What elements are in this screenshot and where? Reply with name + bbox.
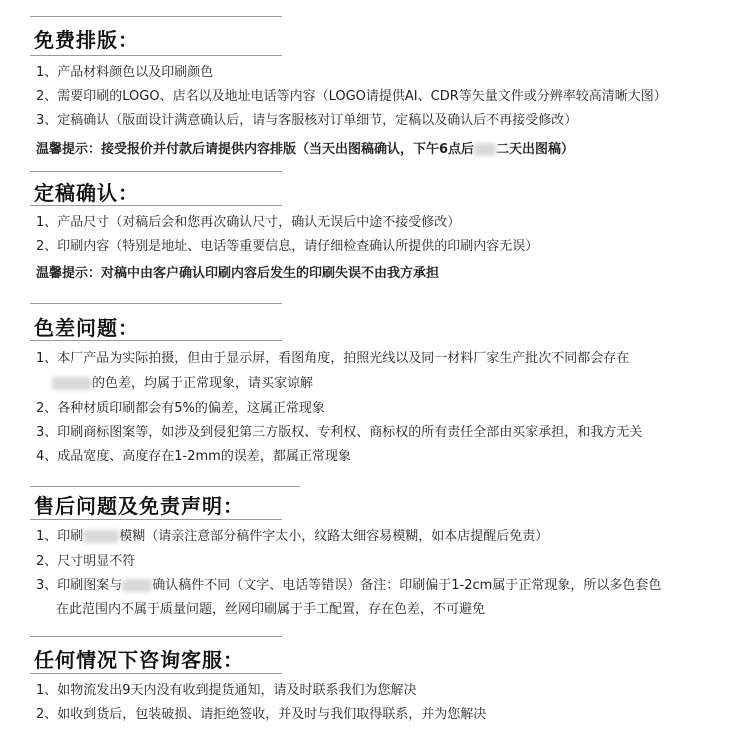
list-item: 2、各种材质印刷都会有5%的偏差，这属正常现象 xyxy=(36,401,325,416)
list-item xyxy=(52,376,313,392)
list-item xyxy=(36,529,548,545)
list-item: 2、印刷内容（特别是地址、电话等重要信息，请仔细检查确认所提供的印刷内容无误） xyxy=(36,239,539,254)
section-divider xyxy=(30,486,300,487)
tip-text xyxy=(36,142,574,158)
section-divider xyxy=(30,171,282,172)
list-item: 1、产品材料颜色以及印刷颜色 xyxy=(36,65,214,80)
section-title-free-layout: 免费排版： xyxy=(34,28,139,52)
section-divider xyxy=(30,205,282,206)
section-title-final-confirm: 定稿确认： xyxy=(34,181,139,205)
list-item-end: 确认稿件不同（文字、电话等错误）备注：印刷偏于1-2cm属于正常现象，所以多色套色 xyxy=(152,578,662,593)
section-divider xyxy=(30,340,282,341)
tip-text: 温馨提示：对稿中由客户确认印刷内容后发生的印刷失误不由我方承担 xyxy=(36,266,440,281)
tip-text-end: 二天出图稿） xyxy=(496,142,575,157)
section-divider xyxy=(30,519,282,520)
list-item: 2、尺寸明显不符 xyxy=(36,554,136,569)
list-item-start: 1、印刷 xyxy=(36,529,84,544)
blurred-region xyxy=(52,377,92,390)
list-item-end: 模糊（请亲注意部分稿件字太小，纹路太细容易模糊，如本店提醒后免责） xyxy=(119,529,549,544)
blurred-region xyxy=(83,530,119,543)
list-item: 1、产品尺寸（对稿后会和您再次确认尺寸，确认无误后中途不接受修改） xyxy=(36,215,461,230)
section-divider xyxy=(30,16,282,17)
list-item: 2、需要印刷的LOGO、店名以及地址电话等内容（LOGO请提供AI、CDR等矢量文件或分辨率较高清晰大图） xyxy=(36,89,667,104)
list-item-continued: 在此范围内不属于质量问题，丝网印刷属于手工配置，存在色差，不可避免 xyxy=(56,602,486,617)
blurred-region xyxy=(122,579,152,592)
section-divider xyxy=(30,55,282,56)
section-divider xyxy=(30,636,282,637)
list-item: 4、成品宽度、高度存在1-2mm的误差，都属正常现象 xyxy=(36,449,351,464)
list-item xyxy=(36,578,661,594)
list-item-start: 3、印刷图案与 xyxy=(36,578,123,593)
blurred-region xyxy=(474,143,496,156)
list-item: 1、本厂产品为实际拍摄，但由于显示屏，看图角度，拍照光线以及同一材料厂家生产批次不同都会存在 xyxy=(36,351,630,366)
list-item: 2、如收到货后，包装破损、请拒绝签收，并及时与我们取得联系，并为您解决 xyxy=(36,707,487,722)
list-item: 3、印刷商标图案等，如涉及到侵犯第三方版权、专利权、商标权的所有责任全部由买家承担，和我方无关 xyxy=(36,425,643,440)
section-title-after-sales: 售后问题及免责声明： xyxy=(34,494,244,518)
list-item-continued: 的色差，均属于正常现象，请买家谅解 xyxy=(92,376,314,391)
section-title-contact-service: 任何情况下咨询客服： xyxy=(34,648,244,672)
tip-text-start: 温馨提示：接受报价并付款后请提供内容排版（当天出图稿确认，下午6点后 xyxy=(36,142,475,157)
list-item: 3、定稿确认（版面设计满意确认后，请与客服核对订单细节，定稿以及确认后不再接受修改） xyxy=(36,113,578,128)
list-item: 1、如物流发出9天内没有收到提货通知，请及时联系我们为您解决 xyxy=(36,683,417,698)
section-divider xyxy=(30,673,282,674)
section-divider xyxy=(30,303,282,304)
section-title-color-difference: 色差问题： xyxy=(34,316,139,340)
